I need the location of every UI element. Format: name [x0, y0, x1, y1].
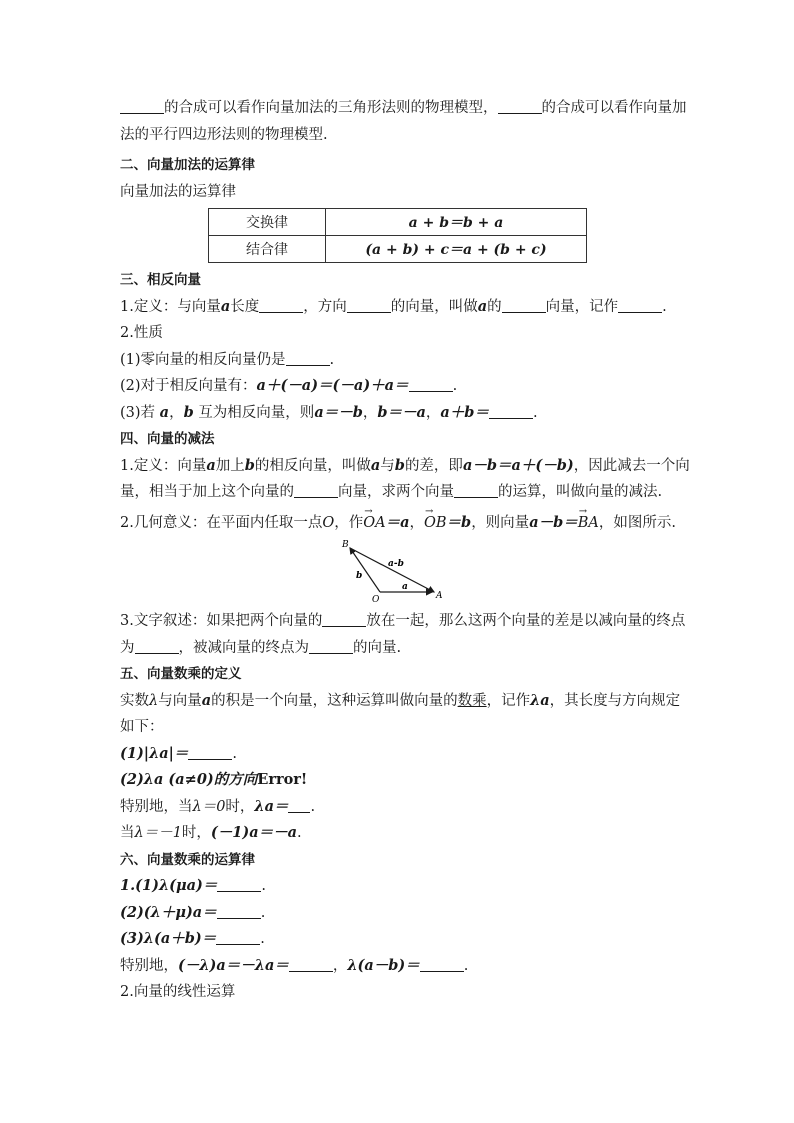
geometry-line: 2.几何意义：在平面内任取一点O，作→ OA＝a，→ OB＝b，则向量a－b＝→ BA，如图所示. — [120, 510, 680, 537]
blank[interactable] — [217, 877, 261, 893]
blank[interactable] — [120, 99, 164, 115]
section-heading: 四、向量的减法 — [120, 431, 215, 447]
triangle-diagram — [340, 536, 450, 602]
section-heading: 六、向量数乘的运算律 — [120, 851, 255, 868]
blank[interactable] — [489, 403, 533, 419]
section-heading: 二、向量加法的运算律 — [120, 157, 255, 173]
item-line: (1)|λa|＝ . — [120, 744, 238, 762]
blank[interactable] — [289, 956, 333, 972]
item-line: 1.(1)λ(μa)＝ . — [120, 877, 266, 894]
table-row — [209, 209, 587, 236]
label-a-minus-b: a-b — [388, 559, 404, 569]
definition-line: 1.定义：向量a加上b的相反向量，叫做a与b的差，即a－b＝a＋(－b)，因此减去一个向 — [120, 456, 690, 474]
blank[interactable] — [618, 297, 662, 313]
vector-OB: → OB — [424, 510, 447, 537]
definition-line: 量，相当于加上这个向量的 向量，求两个向量 的运算，叫做向量的减法. — [120, 484, 663, 500]
vector-BA: → BA — [578, 510, 599, 537]
blank[interactable] — [216, 930, 260, 946]
paragraph: 为 ，被减向量的终点为 的向量. — [120, 639, 402, 656]
blank[interactable] — [322, 612, 366, 628]
blank[interactable] — [309, 638, 353, 654]
error-text: Error! — [257, 771, 308, 788]
label-a: a — [402, 582, 408, 592]
property-line: (2)对于相反向量有：a＋(－a)＝(－a)＋a＝ . — [120, 377, 458, 394]
blank[interactable] — [420, 956, 464, 972]
blank[interactable] — [498, 99, 542, 115]
paragraph: 2.向量的线性运算 — [120, 984, 236, 1000]
table-row — [209, 236, 587, 263]
blank[interactable] — [286, 350, 330, 366]
property-line: (1)零向量的相反向量仍是 . — [120, 351, 335, 368]
table-cell: a + b＝b + a — [326, 209, 587, 236]
vector-a-minus-b-line — [350, 548, 434, 592]
document-page — [120, 95, 690, 1006]
paragraph: 实数λ与向量a的积是一个向量，这种运算叫做向量的数乘，记作λa，其长度与方向规定 — [120, 691, 681, 709]
item-line: (2)(λ＋μ)a＝ . — [120, 903, 266, 921]
table-cell: (a + b) + c＝a + (b + c) — [326, 236, 587, 263]
blank[interactable] — [409, 377, 453, 393]
blank[interactable] — [288, 797, 310, 813]
table-cell: 交换律 — [209, 209, 326, 236]
blank[interactable] — [454, 483, 498, 499]
definition-line: 1.定义：与向量a长度 ，方向 的向量，叫做a的 向量，记作 . — [120, 297, 667, 315]
item-line: (3)λ(a＋b)＝ . — [120, 930, 265, 947]
vector-b-line — [350, 548, 380, 592]
vector-subtraction-figure — [120, 536, 680, 608]
label-B: B — [342, 540, 349, 550]
paragraph: 2.性质 — [120, 325, 163, 341]
item-line: 特别地，当λ＝0时，λa＝ . — [120, 797, 316, 815]
property-line: (3)若 a，b 互为相反向量，则a＝－b，b＝－a，a＋b＝ . — [120, 403, 538, 421]
addition-laws-table — [208, 208, 587, 263]
intro-line-1: 的合成可以看作向量加法的三角形法则的物理模型， 的合成可以看作向量加 — [120, 95, 680, 122]
label-O: O — [372, 595, 380, 602]
intro-line-2: 法的平行四边形法则的物理模型. — [120, 126, 328, 143]
paragraph: 如下： — [120, 719, 164, 735]
blank[interactable] — [347, 297, 391, 313]
paragraph: 3.文字叙述：如果把两个向量的 放在一起，那么这两个向量的差是以减向量的终点 — [120, 613, 686, 629]
table-cell: 结合律 — [209, 236, 326, 263]
blank[interactable] — [135, 638, 179, 654]
item-line: 当λ＝－1时，(－1)a＝－a. — [120, 824, 302, 841]
vector-OA: → OA — [363, 510, 385, 537]
blank[interactable] — [188, 744, 232, 760]
blank[interactable] — [217, 903, 261, 919]
paragraph: 向量加法的运算律 — [120, 183, 236, 200]
section-heading: 三、相反向量 — [120, 272, 201, 288]
item-line: (2)λa (a≠0)的方向Error! — [120, 771, 308, 788]
item-line: 特别地，(－λ)a＝－λa＝ ，λ(a－b)＝ . — [120, 956, 469, 974]
blank[interactable] — [259, 297, 303, 313]
section-heading: 五、向量数乘的定义 — [120, 666, 242, 682]
label-A: A — [436, 591, 443, 601]
blank[interactable] — [502, 297, 546, 313]
blank[interactable] — [294, 483, 338, 499]
label-b: b — [356, 571, 363, 581]
